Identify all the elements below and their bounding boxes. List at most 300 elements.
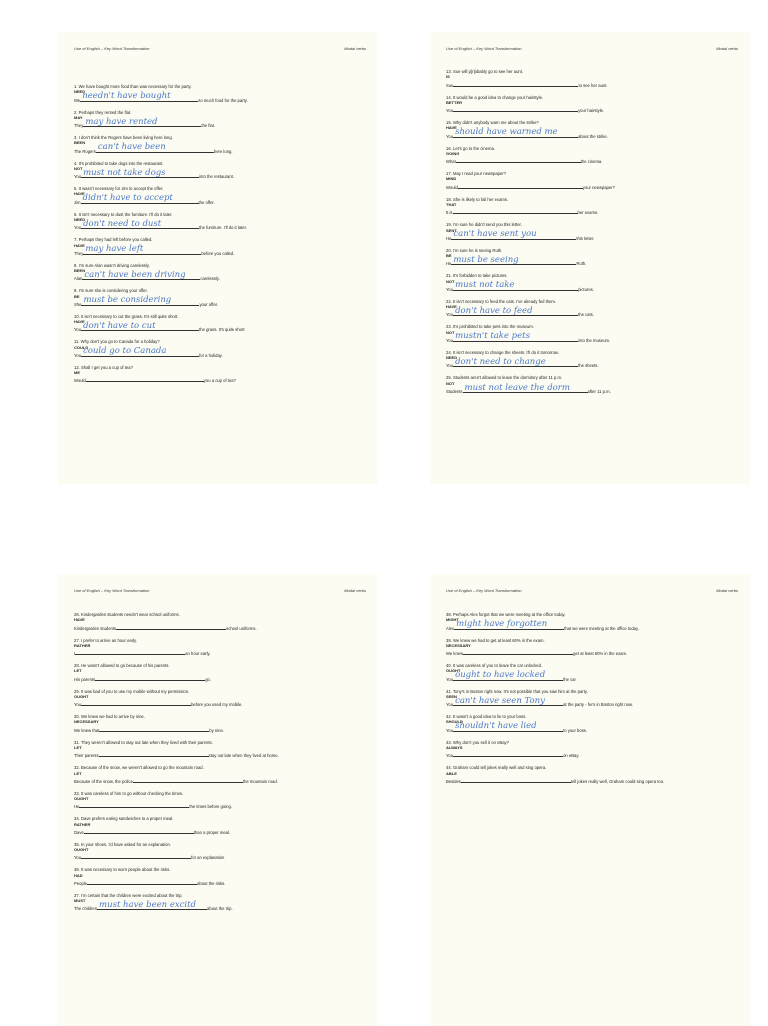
sentence-start: She (74, 301, 82, 307)
header-right: Modal verbs (716, 588, 738, 593)
exercise-item (74, 791, 370, 810)
question-text: 17. May I read your newspaper? (446, 171, 507, 177)
key-word: RATHER (74, 642, 91, 648)
sentence-end: by nine. (209, 727, 224, 733)
question-text: 19. I'm sure he didn't send you this letter. (446, 222, 522, 228)
exercise-item (74, 842, 370, 861)
sentence-end: the flat. (201, 123, 216, 129)
key-word: NEED (74, 89, 86, 95)
question-text: 13. Sue will p[r]obably go to see her aunt. (446, 69, 524, 74)
key-word: LET (74, 770, 82, 776)
exercise-item (446, 69, 742, 88)
sentence-end: her exams. (577, 210, 599, 216)
sentence-start: The children (74, 906, 98, 912)
answer-line (74, 852, 370, 860)
answer-line (446, 207, 742, 215)
key-word: BETTER (446, 99, 462, 105)
answer-blank[interactable] (456, 156, 581, 163)
handwritten-answer: should have warned me (455, 127, 558, 138)
header-right: Modal verbs (344, 588, 366, 593)
sentence-end: the sheets. (578, 363, 599, 369)
item-list (446, 69, 742, 401)
exercise-item (74, 84, 370, 103)
sentence-start: He (446, 235, 452, 241)
sentence-start: You (74, 174, 82, 180)
exercise-item (74, 212, 370, 231)
answer-line (74, 725, 370, 733)
question-text: 8. I'm sure Alan wasn't driving carelessly. (74, 262, 150, 268)
key-word: NOT (74, 165, 83, 171)
answer-blank[interactable] (453, 670, 563, 681)
answer-line (446, 776, 742, 784)
exercise-item (74, 893, 370, 912)
sentence-end: into the restaurant. (199, 174, 234, 180)
answer-blank[interactable] (99, 750, 209, 757)
question-text: 41. Tony's in Boston right now. It's not possible that you saw him at the party. (446, 688, 588, 694)
answer-line (74, 750, 370, 758)
header-left: Use of English – Key Word Transformation (74, 588, 150, 593)
exercise-item (74, 663, 370, 682)
key-word: OUGHT (74, 796, 89, 802)
answer-blank[interactable] (451, 229, 576, 240)
question-text: 14. It would be a good idea to change your hairstyle. (446, 94, 544, 100)
sentence-start: Because of the snow, the police (74, 778, 133, 784)
exercise-item (446, 612, 742, 631)
question-text: 34. Dave prefers eating sandwiches to a proper meal. (74, 816, 174, 822)
key-word: NEED (446, 355, 458, 361)
key-word: NOT (446, 380, 455, 386)
sentence-end: pictures. (578, 286, 594, 292)
key-word: GOING (446, 150, 460, 156)
question-text: 11. Why don't you go to Canada for a holiday? (74, 339, 160, 345)
answer-blank[interactable] (453, 356, 578, 367)
handwritten-answer: may have left (85, 244, 144, 255)
sentence-end: your newspaper? (582, 184, 615, 190)
question-text: 39. We knew we had to get at least 60% in the exam. (446, 637, 545, 643)
answer-line (446, 229, 742, 241)
answer-line (74, 91, 370, 103)
sentence-start: You (446, 363, 454, 369)
question-text: 22. It isn't necessary to feed the cats. I've already fed them. (446, 298, 557, 304)
question-text: 29. It was bad of you to use my mobile without my permission. (74, 688, 190, 694)
question-text: 36. It was necessary to worn people about the risks. (74, 867, 171, 873)
sentence-start: You (446, 753, 454, 759)
sentence-start: The Rogers (74, 148, 96, 154)
key-word: IS (446, 74, 450, 80)
key-word: MUST (74, 898, 86, 904)
answer-blank[interactable] (81, 346, 199, 357)
sentence-end: go. (205, 676, 212, 682)
exercise-item (74, 638, 370, 657)
exercise-item (446, 299, 742, 318)
sentence-start: He (446, 261, 452, 267)
page-header (74, 46, 366, 51)
sentence-end: the times before going. (189, 804, 232, 810)
answer-line (446, 182, 742, 190)
key-word: NECESSARY (74, 719, 99, 725)
answer-line (74, 116, 370, 129)
answer-line (446, 356, 742, 369)
sentence-end: about the risks. (197, 880, 226, 886)
answer-line (446, 721, 742, 733)
sentence-start: We knew that (74, 727, 100, 733)
answer-line (74, 295, 370, 307)
key-word: SHOULD (446, 719, 463, 725)
answer-blank[interactable] (451, 254, 576, 265)
question-text: 37. I'm certain that the children were excited about the trip. (74, 892, 183, 898)
question-text: 3. I don't think the Rogers have been living here long. (74, 135, 173, 141)
sentence-start: They (74, 123, 84, 129)
answer-blank[interactable] (458, 182, 583, 189)
answer-blank[interactable] (454, 619, 564, 630)
question-text: 23. It's prohibited to take pets into the museum. (446, 324, 534, 330)
exercise-item (74, 339, 370, 358)
sentence-end: your offer. (199, 301, 218, 307)
answer-line (74, 878, 370, 886)
exercise-item (74, 135, 370, 154)
answer-blank[interactable] (86, 375, 204, 382)
handwritten-answer: must not leave the dorm (464, 382, 570, 393)
answer-blank[interactable] (453, 695, 563, 706)
key-word: LET (74, 668, 82, 674)
key-word: HAVE (74, 319, 85, 325)
sentence-end: than a proper meal. (193, 829, 231, 835)
exercise-item (446, 120, 742, 139)
sentence-end: into the museum. (578, 337, 611, 343)
answer-blank[interactable] (453, 127, 578, 138)
question-text: 42. It wasn't a good idea to lie to your boss. (446, 714, 527, 720)
sentence-end: the cats. (578, 312, 594, 318)
question-text: 21. It's forbidden to take pictures. (446, 273, 508, 279)
page-header (446, 588, 738, 593)
sentence-end: carelessly. (200, 276, 220, 282)
exercise-item (446, 248, 742, 267)
sentence-start: You (446, 133, 454, 139)
exercise-item (446, 324, 742, 343)
exercise-item (74, 161, 370, 180)
handwritten-answer: mustn't take pets (455, 331, 530, 342)
exercise-item (74, 612, 370, 631)
handwritten-answer: may have rented (85, 116, 158, 127)
question-text: 16. Let's go to the cinema. (446, 145, 495, 151)
answer-blank[interactable] (453, 80, 578, 87)
sentence-end: an hour early. (185, 651, 211, 657)
sentence-end: the furniture. I'll do it later. (199, 225, 247, 231)
exercise-item (74, 765, 370, 784)
answer-line (74, 346, 370, 358)
sentence-start: You (446, 286, 454, 292)
answer-blank[interactable] (463, 648, 573, 655)
answer-line (74, 193, 370, 205)
question-text: 31. They weren't allowed to stay out late when they lived with their parents. (74, 739, 213, 745)
question-text: 4. It's prohibited to take dogs into the restaurant. (74, 160, 164, 166)
handwritten-answer: must be considering (83, 295, 172, 306)
key-word: BEEN (74, 268, 86, 274)
sentence-end: you a cup of tea? (203, 378, 236, 384)
question-text: 10. It isn't necessary to cut the grass. It's still quite short. (74, 313, 179, 319)
sentence-end: to see her aunt. (578, 82, 608, 88)
answer-line (74, 648, 370, 656)
question-text: 15. Why didn't anybody warn me about the strike? (446, 120, 539, 126)
answer-blank[interactable] (83, 116, 201, 127)
answer-blank[interactable] (81, 193, 199, 204)
question-text: 24. It isn't necessary to change the sheets. I'll do it tomorrow. (446, 349, 559, 355)
sentence-end: the cinema. (580, 159, 603, 165)
exercise-item (74, 816, 370, 835)
key-word: NECESSARY (446, 642, 471, 648)
answer-line (446, 80, 742, 88)
item-list (74, 84, 370, 390)
answer-blank[interactable] (80, 91, 198, 102)
exercise-item (446, 171, 742, 190)
key-word: OUGHT (74, 693, 89, 699)
question-text: 38. Perhaps Alex forgot that we were meeting at the office today. (446, 612, 566, 617)
answer-line (74, 899, 370, 912)
key-word: HAVE (446, 125, 457, 131)
answer-blank[interactable] (81, 320, 199, 331)
answer-blank[interactable] (453, 721, 563, 732)
header-right: Modal verbs (716, 46, 738, 51)
sentence-start: Would (446, 184, 458, 190)
sentence-start: Would (74, 378, 86, 384)
sentence-end: at the party - he's in Boston right now. (563, 702, 634, 708)
sentence-end: school uniforms. (226, 625, 257, 631)
answer-blank[interactable] (453, 280, 578, 291)
sentence-start: You (446, 312, 454, 318)
sentence-start: We knew (446, 651, 464, 657)
answer-line (74, 269, 370, 282)
sentence-start: You (446, 702, 454, 708)
question-text: 2. Perhaps they rented the flat. (74, 109, 132, 115)
sentence-end: so much food for the party. (198, 97, 248, 103)
key-word: HAVE (74, 242, 85, 248)
key-word: HAD (74, 872, 83, 878)
answer-blank[interactable] (453, 105, 578, 112)
key-word: MIGHT (446, 617, 459, 623)
sentence-start: Alex (446, 625, 455, 631)
question-text: 20. I'm sure he is seeing Ruth. (446, 247, 503, 253)
key-word: BE (74, 293, 80, 299)
sentence-end: for a holiday. (199, 352, 223, 358)
sentence-end: for an explanation (191, 855, 225, 861)
sentence-start: People (74, 880, 88, 886)
question-text: 25. Students aren't allowed to leave the dormitory after 11 p.m. (446, 375, 563, 381)
question-text: 32. Because of the snow, we weren't allowed to go the mountain road. (74, 765, 204, 771)
sentence-start: Dave (74, 829, 84, 835)
sentence-start: You (74, 702, 82, 708)
handwritten-answer: can't have been (97, 142, 166, 153)
answer-line (74, 801, 370, 809)
answer-blank[interactable] (95, 674, 205, 681)
sentence-start: You (74, 352, 82, 358)
sentence-start: You (74, 855, 82, 861)
exercise-item (446, 765, 742, 784)
sentence-end: before you called. (201, 250, 235, 256)
sentence-end: before you used my mobile. (191, 702, 243, 708)
exercise-item (74, 740, 370, 759)
answer-blank[interactable] (83, 244, 201, 255)
exercise-item (74, 689, 370, 708)
sentence-start: You (446, 337, 454, 343)
sentence-start: You (74, 327, 82, 333)
key-word: OUGHT (74, 847, 89, 853)
item-list (74, 612, 370, 918)
sentence-end: your hairstyle. (578, 108, 605, 114)
question-text: 30. We knew we had to arrive by nine. (74, 714, 145, 720)
handwritten-answer: ought to have locked (455, 670, 546, 681)
sentence-end: about the strike. (578, 133, 608, 139)
answer-blank[interactable] (461, 776, 571, 783)
question-text: 28. He wasn't allowed to go because of his parents. (74, 663, 170, 669)
sentence-end: about the trip. (207, 906, 233, 912)
answer-blank[interactable] (99, 725, 209, 732)
answer-line (446, 105, 742, 113)
key-word: SEEN (446, 693, 457, 699)
exercise-item (74, 237, 370, 256)
item-list (446, 612, 742, 791)
answer-line (74, 142, 370, 154)
question-text: 5. It wasn't necessary for Jim to accept the offer. (74, 186, 164, 192)
exercise-item (74, 288, 370, 307)
question-text: 9. I'm sure she is considering your offer. (74, 288, 148, 294)
key-word: LET (74, 744, 82, 750)
sentence-start: They (74, 250, 84, 256)
key-word: THAT (446, 201, 457, 207)
exercise-item (446, 197, 742, 216)
answer-blank[interactable] (81, 218, 199, 229)
answer-blank[interactable] (87, 878, 197, 885)
sentence-end: this letter. (576, 235, 595, 241)
answer-line (74, 776, 370, 784)
handwritten-answer: don't have to cut (83, 320, 156, 331)
sentence-start: What (446, 159, 456, 165)
answer-line (74, 218, 370, 231)
key-word: HAVE (446, 304, 457, 310)
question-text: 33. It was careless of him to go without checking the times. (74, 790, 184, 796)
answer-line (74, 827, 370, 835)
answer-blank[interactable] (82, 269, 200, 280)
key-word: ALWAYS (446, 744, 463, 750)
answer-blank[interactable] (453, 207, 578, 214)
sentence-end: the mountain road. (242, 778, 278, 784)
question-text: 6. It isn't necessary to dust the furniture. I'll do it later. (74, 211, 173, 217)
answer-line (74, 699, 370, 707)
answer-blank[interactable] (133, 776, 243, 783)
sentence-end: to your boss. (563, 727, 588, 733)
sentence-start: It is (446, 210, 453, 216)
exercise-item (74, 714, 370, 733)
exercise-item (446, 638, 742, 657)
answer-blank[interactable] (116, 623, 226, 630)
answer-blank[interactable] (84, 827, 194, 834)
answer-line (74, 375, 370, 383)
key-word: BEEN (74, 140, 86, 146)
sentence-end: tell jokes really well, Graham could sing opera too. (570, 778, 665, 784)
question-text: 12. Shall I get you a cup of tea? (74, 364, 133, 370)
exercise-item (446, 95, 742, 114)
sentence-end: that we were meeting at the office today. (564, 625, 639, 631)
handwritten-answer: must have been excitd (99, 899, 196, 910)
exercise-item (446, 689, 742, 708)
sentence-start: We (74, 97, 81, 103)
answer-blank[interactable] (81, 167, 199, 178)
answer-line (446, 382, 742, 394)
answer-line (74, 167, 370, 180)
handwritten-answer: don't need to dust (83, 218, 162, 229)
answer-line (446, 619, 742, 631)
sentence-start: He (74, 804, 80, 810)
exercise-item (446, 663, 742, 682)
sentence-end: the car (563, 676, 576, 682)
sentence-start: His parents (74, 676, 96, 682)
page-header (446, 46, 738, 51)
answer-line (446, 648, 742, 656)
exercise-item (446, 146, 742, 165)
sentence-end: the offer. (198, 199, 215, 205)
answer-blank[interactable] (453, 305, 578, 316)
header-left: Use of English – Key Word Transformation (74, 46, 150, 51)
worksheet-page-3 (58, 574, 378, 1026)
answer-blank[interactable] (453, 750, 563, 757)
answer-blank[interactable] (97, 899, 207, 910)
sentence-start: Kindergarden students (74, 625, 117, 631)
handwritten-answer: don't have to feed (455, 305, 533, 316)
key-word: HAVE (74, 191, 85, 197)
answer-blank[interactable] (75, 648, 185, 655)
header-right: Modal verbs (344, 46, 366, 51)
sentence-end: after 11 p.m. (587, 389, 611, 394)
answer-line (446, 127, 742, 139)
answer-line (446, 156, 742, 164)
question-text: 43. Why don't you sell it on eBay? (446, 739, 509, 745)
answer-blank[interactable] (79, 801, 189, 808)
sentence-start: Students (446, 389, 463, 394)
handwritten-answer: needn't have bought (82, 91, 171, 102)
answer-blank[interactable] (96, 142, 214, 153)
answer-line (74, 674, 370, 682)
answer-line (446, 305, 742, 318)
answer-blank[interactable] (81, 852, 191, 859)
sentence-end: get at least 60% in the exam. (573, 651, 628, 657)
handwritten-answer: can't have seen Tony (455, 695, 545, 706)
handwritten-answer: could go to Canada (83, 346, 167, 357)
exercise-item (446, 740, 742, 759)
answer-line (74, 623, 370, 631)
answer-blank[interactable] (463, 382, 588, 393)
sentence-end: here long. (213, 148, 233, 154)
sentence-end: Ruth. (576, 261, 587, 267)
sentence-end: the grass. It's quite short (199, 327, 245, 333)
handwritten-answer: can't have been driving (84, 269, 186, 280)
sentence-start: Sue (446, 82, 454, 88)
answer-line (446, 280, 742, 292)
handwritten-answer: don't need to change (455, 356, 546, 367)
question-text: 18. She is likely to fail her exams. (446, 196, 509, 202)
sentence-start: Alan (74, 276, 83, 282)
answer-blank[interactable] (81, 295, 199, 306)
header-left: Use of English – Key Word Transformation (446, 588, 522, 593)
answer-blank[interactable] (453, 331, 578, 342)
key-word: MAY (74, 114, 83, 120)
exercise-item (74, 314, 370, 333)
sentence-start: Jim (74, 199, 81, 205)
handwritten-answer: can't have sent you (453, 229, 537, 240)
handwritten-answer: didn't have to accept (82, 193, 173, 204)
answer-blank[interactable] (81, 699, 191, 706)
key-word: NOT (446, 278, 455, 284)
exercise-item (74, 365, 370, 384)
sentence-start: You (74, 225, 82, 231)
